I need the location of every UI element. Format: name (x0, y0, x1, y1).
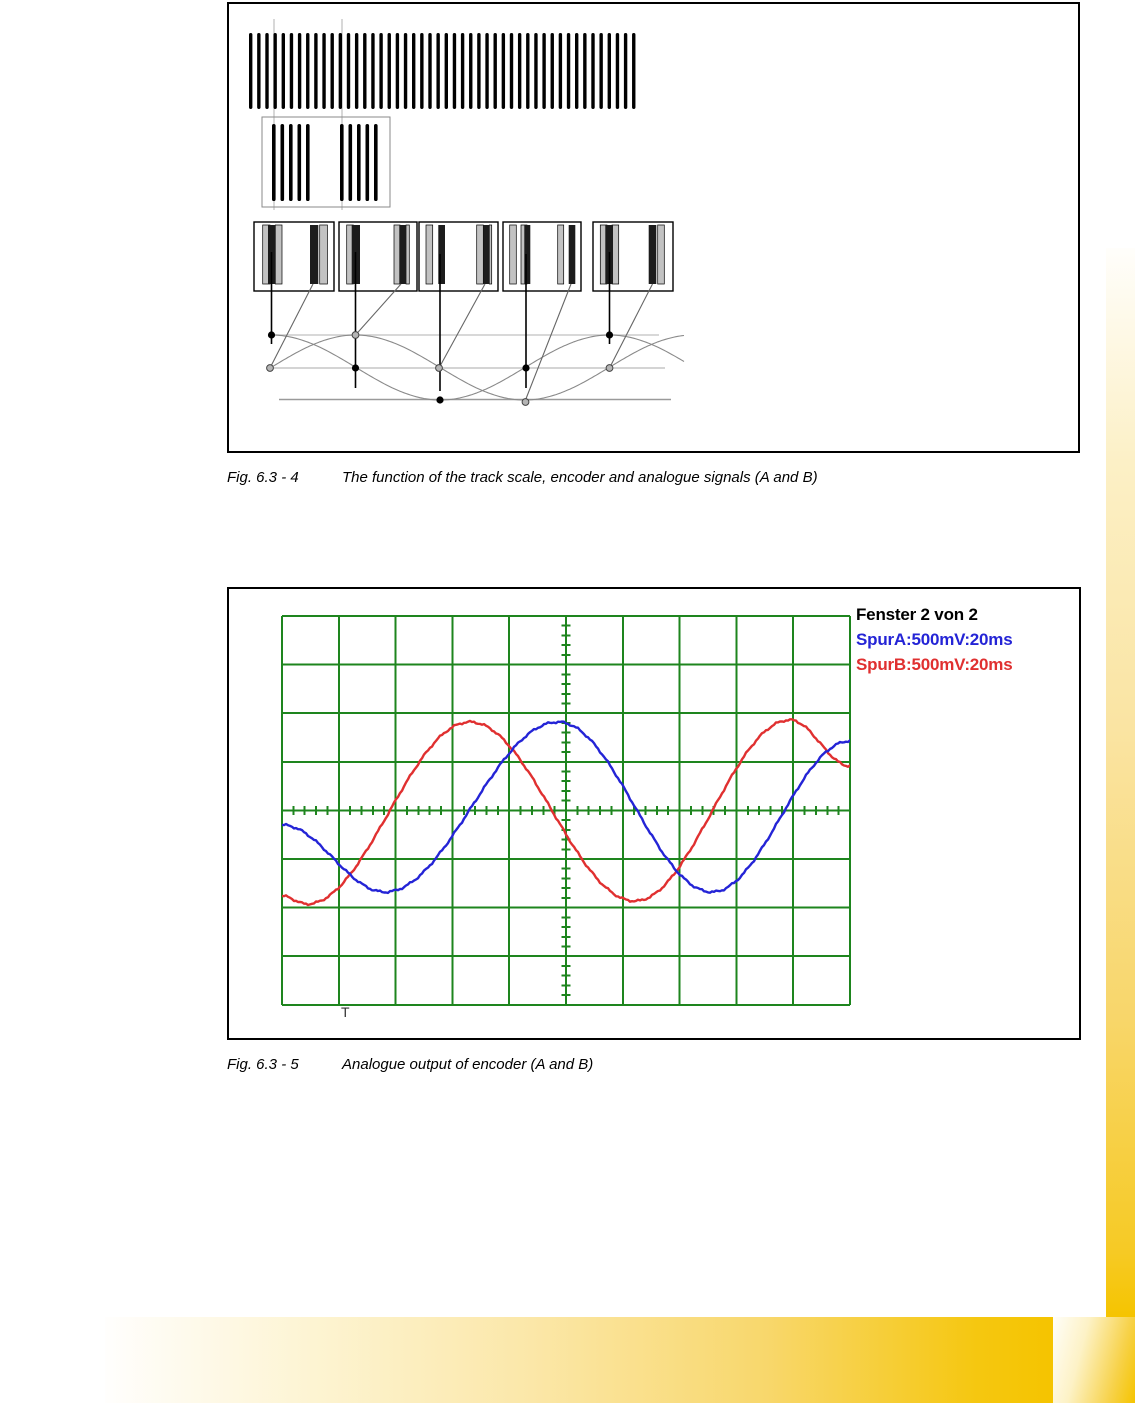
scope-trace-b-label: SpurB:500mV:20ms (856, 655, 1013, 674)
figure-6-3-4-frame (227, 2, 1080, 453)
figure-6-3-5-number: Fig. 6.3 - 5 (227, 1056, 299, 1073)
track-scale-encoder-diagram (229, 4, 1078, 451)
figure-6-3-4-title: The function of the track scale, encoder and analogue signals (A and B) (342, 469, 818, 486)
page-bottom-accent-bar (105, 1317, 1053, 1403)
figure-6-3-4-number: Fig. 6.3 - 4 (227, 469, 299, 486)
page-right-accent-strip (1106, 248, 1135, 1317)
figure-6-3-4-caption (227, 469, 818, 486)
trigger-marker: T (341, 1004, 350, 1020)
scope-window-title: Fenster 2 von 2 (856, 605, 978, 624)
figure-6-3-5-frame (227, 587, 1081, 1040)
figure-6-3-5-title: Analogue output of encoder (A and B) (342, 1056, 594, 1073)
figure-6-3-5-caption (227, 1056, 593, 1073)
scope-trace-a-label: SpurA:500mV:20ms (856, 630, 1013, 649)
page-bottom-corner-accent (1053, 1317, 1135, 1403)
scope-legend (856, 602, 1012, 677)
